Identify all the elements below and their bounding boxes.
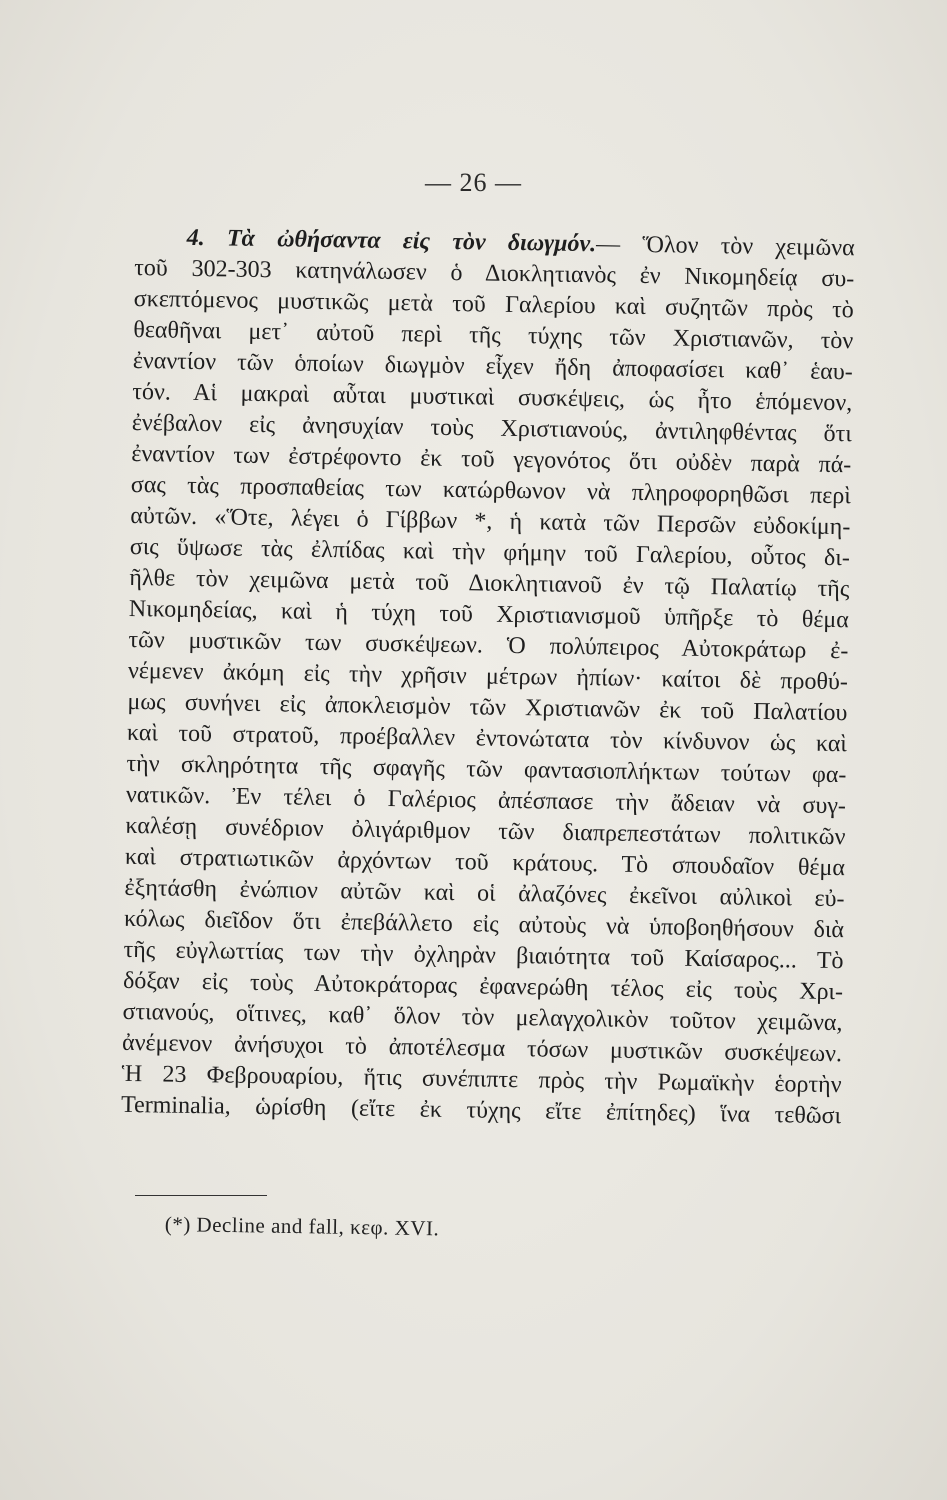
text-line: τὴν σκληρότητα τῆς σφαγῆς τῶν φαντασιοπλήκτων τούτων φα- (126, 750, 847, 789)
text-line: καὶ τοῦ στρατοῦ, προέβαλλεν ἐντονώτατα τὸν κίνδυνον ὡς καὶ (126, 719, 848, 758)
text-line: Νικομηδείας, καὶ ἡ τύχη τοῦ Χριστιανισμοῦ ὑπῆρξε τὸ θέμα (128, 595, 850, 634)
text-line: ἀνέμενον ἀνήσυχοι τὸ ἀποτέλεσμα τόσων μυστικῶν συσκέψεων. (121, 1029, 843, 1068)
text-line: κόλως διεῖδον ὅτι ἐπεβάλλετο εἰς αὐτοὺς νὰ ὑποβοηθήσουν διὰ (123, 905, 845, 944)
text-line: σκεπτόμενος μυστικῶς μετὰ τοῦ Γαλερίου καὶ συζητῶν πρὸς τὸ (133, 285, 854, 324)
text-line: καὶ στρατιωτικῶν ἀρχόντων τοῦ κράτους. Τὸ σπουδαῖον θέμα (124, 843, 846, 882)
text-line: ῆλθε τὸν χειμῶνα μετὰ τοῦ Διοκλητιανοῦ ἐν τῷ Παλατίῳ τῆς (129, 564, 850, 603)
text-line: ἐναντίον τῶν ὁποίων διωγμὸν εἶχεν ἤδη ἀποφασίσει καθ᾽ ἑαυ- (132, 347, 853, 386)
text-line: καλέσῃ συνέδριον ὀλιγάριθμον τῶν διαπρεπεστάτων πολιτικῶν (125, 812, 846, 851)
text-line: θεαθῆναι μετ᾽ αὐτοῦ περὶ τῆς τύχης τῶν Χριστιανῶν, τὸν (133, 316, 854, 355)
text-line: τόν. Αἱ μακραὶ αὗται μυστικαὶ συσκέψεις, ὡς ἦτο ἑπόμενον, (132, 378, 853, 417)
text-line: σις ὕψωσε τὰς ἐλπίδας καὶ τὴν φήμην τοῦ Γαλερίου, οὗτος δι- (129, 533, 851, 572)
text-line: Terminalia, ὡρίσθη (εἴτε ἐκ τύχης εἴτε ἐπίτηδες) ἵνα τεθῶσι (120, 1091, 842, 1130)
text-line: τοῦ 302-303 κατηνάλωσεν ὁ Διοκλητιανὸς ἐν Νικομηδείᾳ συ- (134, 254, 855, 293)
footnote-divider (135, 1195, 267, 1196)
text-line: νατικῶν. Ἐν τέλει ὁ Γαλέριος ἀπέσπασε τὴν ἄδειαν νὰ συγ- (125, 781, 847, 820)
page-number: — 26 — (425, 168, 522, 197)
text-line: τῆς εὐγλωττίας των τὴν ὀχληρὰν βιαιότητα τοῦ Καίσαρος... Τὸ (123, 936, 844, 975)
text-line: μως συνήνει εἰς ἀποκλεισμὸν τῶν Χριστιανῶν ἐκ τοῦ Παλατίου (127, 688, 848, 727)
text-line: τῶν μυστικῶν των συσκέψεων. Ὁ πολύπειρος Αὐτοκράτωρ ἐ- (128, 626, 849, 665)
text-line: νέμενεν ἀκόμη εἰς τὴν χρῆσιν μέτρων ἠπίων· καίτοι δὲ προθύ- (127, 657, 849, 696)
section-heading: 4. Τὰ ὠθήσαντα εἰς τὸν διωγμόν. (186, 224, 597, 258)
text-line: στιανούς, οἵτινες, καθ᾽ ὅλον τὸν μελαγχολικὸν τοῦτον χειμῶνα, (122, 998, 843, 1037)
text-line: δόξαν εἰς τοὺς Αὐτοκράτορας ἐφανερώθη τέλος εἰς τοὺς Χρι- (122, 967, 844, 1006)
text-line: αὐτῶν. «Ὅτε, λέγει ὁ Γίββων *, ἡ κατὰ τῶν Περσῶν εὐδοκίμη- (130, 502, 851, 541)
section-heading-continuation: — Ὅλον τὸν χειμῶνα (595, 231, 855, 262)
text-line: ἐξητάσθη ἐνώπιον αὐτῶν καὶ οἱ ἀλαζόνες ἐκεῖνοι αὐλικοὶ εὐ- (124, 874, 845, 913)
text-line: ἐναντίον των ἐστρέφοντο ἐκ τοῦ γεγονότος ὅτι οὐδὲν παρὰ πά- (131, 440, 852, 479)
body-text (121, 222, 855, 1132)
text-line: σας τὰς προσπαθείας των κατώρθωνον νὰ πληροφορηθῶσι περὶ (130, 471, 851, 510)
text-line: ἐνέβαλον εἰς ἀνησυχίαν τοὺς Χριστιανούς, ἀντιληφθέντας ὅτι (131, 409, 852, 448)
footnote: (*) Decline and fall, κεφ. XVI. (164, 1212, 440, 1241)
text-line: Ἡ 23 Φεβρουαρίου, ἥτις συνέπιπτε πρὸς τὴν Ρωμαϊκὴν ἑορτὴν (121, 1060, 842, 1099)
